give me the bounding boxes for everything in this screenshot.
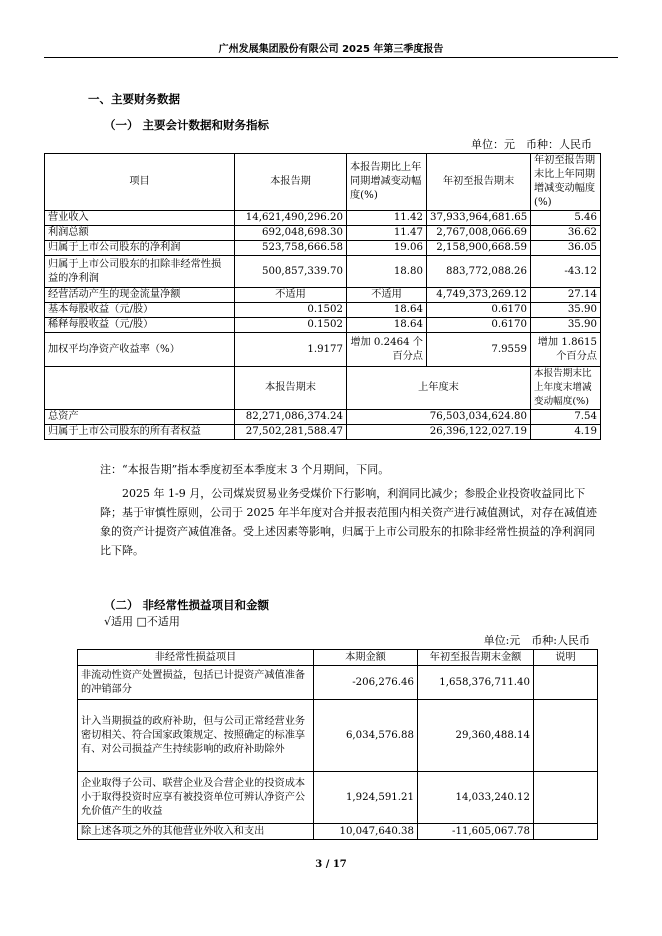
table-row (78, 824, 598, 840)
value-cell: 37,933,964,681.65 (427, 211, 531, 226)
row-label: 经营活动产生的现金流量净额 (45, 288, 235, 303)
value-cell: 4,749,373,269.12 (427, 288, 531, 303)
value-cell: 26,396,122,027.19 (347, 425, 531, 440)
value-cell: 27,502,281,588.47 (235, 425, 347, 440)
value-cell: 0.6170 (427, 303, 531, 318)
table-row (78, 700, 598, 772)
table-row (45, 241, 601, 256)
header-cell: 本报告期比上年同期增减变动幅度(%) (347, 154, 427, 211)
header-cell: 说明 (534, 650, 598, 666)
table-header-row (45, 154, 601, 211)
subsection-title-nonrecurring: （二） 非经常性损益项目和金额 (104, 598, 270, 612)
header-cell: 本报告期 (235, 154, 347, 211)
row-label: 基本每股收益（元/股） (45, 303, 235, 318)
value-cell: -206,276.46 (314, 666, 418, 700)
value-cell: 19.06 (347, 241, 427, 256)
value-cell: 14,033,240.12 (418, 772, 534, 824)
value-cell: -11,605,067.78 (418, 824, 534, 840)
table-header-row (78, 650, 598, 666)
header-cell: 年初至报告期末比上年同期增减变动幅度(%) (531, 154, 601, 211)
header-cell: 本期金额 (314, 650, 418, 666)
row-label: 总资产 (45, 410, 235, 425)
table-row (78, 666, 598, 700)
header-cell: 本报告期末 (235, 367, 347, 410)
value-cell: 4.19 (531, 425, 601, 440)
value-cell (534, 772, 598, 824)
value-cell: 0.1502 (235, 318, 347, 333)
header-cell: 本报告期末比上年度末增减变动幅度(%) (531, 367, 601, 410)
item-label: 除上述各项之外的其他营业外收入和支出 (78, 824, 314, 840)
value-cell: 1.9177 (235, 333, 347, 367)
table-row (45, 333, 601, 367)
row-label: 营业收入 (45, 211, 235, 226)
value-cell: 27.14 (531, 288, 601, 303)
value-cell: 增加 1.8615 个百分点 (531, 333, 601, 367)
table-row (78, 772, 598, 824)
subsection-title-financial: （一） 主要会计数据和财务指标 (104, 118, 270, 132)
value-cell: 18.80 (347, 256, 427, 288)
table-row (45, 410, 601, 425)
value-cell (534, 666, 598, 700)
table-note: 注：“本报告期”指本季度初至本季度末 3 个月期间，下同。 (100, 463, 390, 476)
value-cell: 7.54 (531, 410, 601, 425)
value-cell: 523,758,666.58 (235, 241, 347, 256)
value-cell: -43.12 (531, 256, 601, 288)
row-label: 归属于上市公司股东的所有者权益 (45, 425, 235, 440)
table-row (45, 288, 601, 303)
value-cell: 692,048,698.30 (235, 226, 347, 241)
header-cell (45, 367, 235, 410)
financial-indicators-table (44, 153, 601, 440)
header-cell: 非经常性损益项目 (78, 650, 314, 666)
table-row (45, 425, 601, 440)
value-cell: 14,621,490,296.20 (235, 211, 347, 226)
table-row (45, 211, 601, 226)
table-row (45, 256, 601, 288)
applicability-checkbox: √适用 □不适用 (104, 615, 180, 628)
unit-label: 单位:元 币种:人民币 (483, 634, 590, 647)
value-cell: 82,271,086,374.24 (235, 410, 347, 425)
table-row (45, 303, 601, 318)
nonrecurring-items-table (77, 649, 598, 840)
table-header-row (45, 367, 601, 410)
value-cell: 883,772,088.26 (427, 256, 531, 288)
value-cell: 7.9559 (427, 333, 531, 367)
table-row (45, 226, 601, 241)
header-divider (44, 57, 618, 58)
header-cell: 年初至报告期末 (427, 154, 531, 211)
value-cell: 10,047,640.38 (314, 824, 418, 840)
item-label: 计入当期损益的政府补助，但与公司正常经营业务密切相关、符合国家政策规定、按照确定的标准享有、对公司损益产生持续影响的政府补助除外 (78, 700, 314, 772)
unit-label: 单位：元 币种：人民币 (471, 138, 592, 151)
item-label: 企业取得子公司、联营企业及合营企业的投资成本小于取得投资时应享有被投资单位可辨认净资产公允价值产生的收益 (78, 772, 314, 824)
value-cell: 11.42 (347, 211, 427, 226)
value-cell: 18.64 (347, 318, 427, 333)
value-cell: 29,360,488.14 (418, 700, 534, 772)
header-cell: 年初至报告期末金额 (418, 650, 534, 666)
value-cell: 36.62 (531, 226, 601, 241)
value-cell: 18.64 (347, 303, 427, 318)
value-cell: 500,857,339.70 (235, 256, 347, 288)
table-row (45, 318, 601, 333)
row-label: 加权平均净资产收益率（%） (45, 333, 235, 367)
header-cell: 项目 (45, 154, 235, 211)
value-cell: 增加 0.2464 个百分点 (347, 333, 427, 367)
row-label: 利润总额 (45, 226, 235, 241)
value-cell (534, 824, 598, 840)
value-cell: 0.6170 (427, 318, 531, 333)
value-cell (534, 700, 598, 772)
value-cell: 1,924,591.21 (314, 772, 418, 824)
value-cell: 36.05 (531, 241, 601, 256)
value-cell: 2,767,008,066.69 (427, 226, 531, 241)
item-label: 非流动性资产处置损益，包括已计提资产减值准备的冲销部分 (78, 666, 314, 700)
value-cell: 1,658,376,711.40 (418, 666, 534, 700)
page-number: 3 / 17 (315, 859, 347, 870)
explanation-paragraph: 2025 年 1-9 月，公司煤炭贸易业务受煤价下行影响，利润同比减少；参股企业投资收益同比下降；基于审慎性原则，公司于 2025 年半年度对合并报表范围内相关资产进行减值测试，对存在减值迹象的资产计提资产减值准备。受上述因素等影响，归属于上市公司股东的扣除非经常性损益的净利润同比下降。 (100, 487, 597, 557)
row-label: 稀释每股收益（元/股） (45, 318, 235, 333)
value-cell: 6,034,576.88 (314, 700, 418, 772)
value-cell: 0.1502 (235, 303, 347, 318)
value-cell: 5.46 (531, 211, 601, 226)
report-header-title: 广州发展集团股份有限公司 2025 年第三季度报告 (218, 44, 444, 55)
value-cell: 不适用 (347, 288, 427, 303)
row-label: 归属于上市公司股东的扣除非经常性损益的净利润 (45, 256, 235, 288)
value-cell: 2,158,900,668.59 (427, 241, 531, 256)
section-title: 一、主要财务数据 (88, 92, 180, 106)
value-cell: 35.90 (531, 318, 601, 333)
value-cell: 35.90 (531, 303, 601, 318)
value-cell: 11.47 (347, 226, 427, 241)
value-cell: 不适用 (235, 288, 347, 303)
row-label: 归属于上市公司股东的净利润 (45, 241, 235, 256)
value-cell: 76,503,034,624.80 (347, 410, 531, 425)
header-cell: 上年度末 (347, 367, 531, 410)
